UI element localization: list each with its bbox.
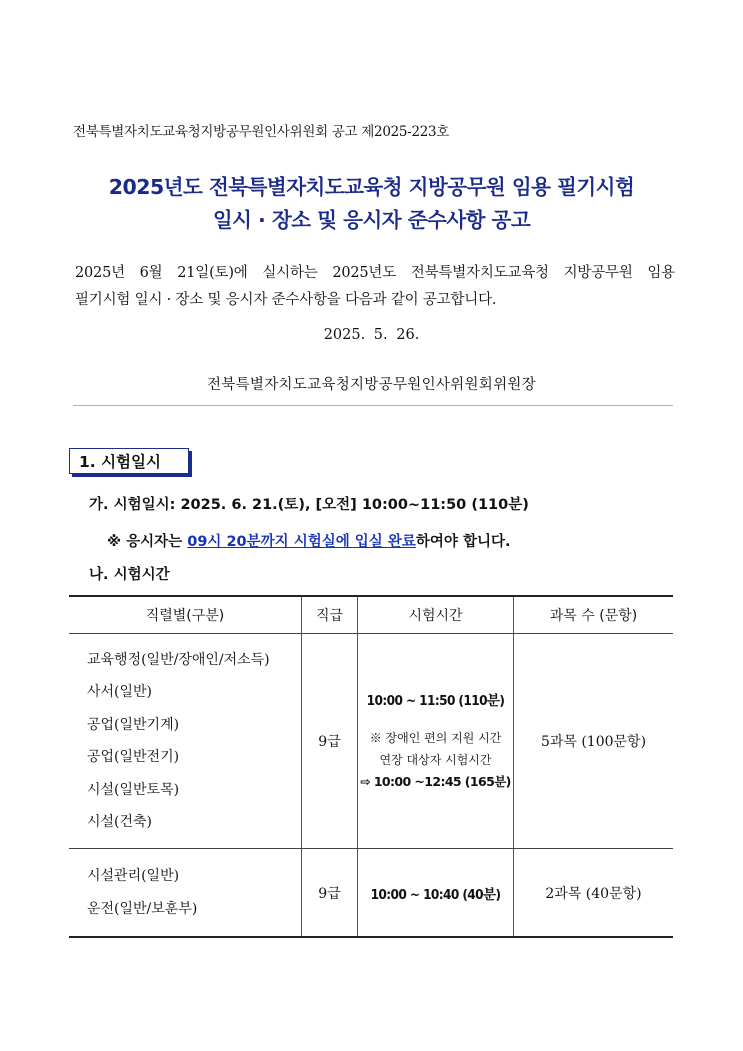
section-heading-exam-schedule: 1. 시험일시	[69, 448, 189, 474]
header-subjects: 과목 수 (문항)	[514, 596, 674, 634]
divider	[73, 405, 673, 406]
extension-note-line1: ※ 장애인 편의 지원 시간	[369, 731, 502, 745]
notice-date: 2025. 5. 26.	[323, 327, 420, 343]
grade-cell: 9급	[302, 634, 358, 849]
header-exam-time: 시험시간	[358, 596, 514, 634]
table-row	[69, 849, 673, 938]
page-title-line1: 2025년도 전북특별자치도교육청 지방공무원 임용 필기시험	[108, 175, 635, 199]
arrival-notice-highlight: 09시 20분까지 시험실에 입실 완료	[187, 534, 416, 550]
notice-number: 전북특별자치도교육청지방공무원인사위원회 공고 제2025-223호	[73, 124, 450, 140]
extended-time: ⇨ 10:00 ~12:45 (165분)	[360, 774, 511, 789]
intro-line1: 2025년 6월 21일(토)에 실시하는 2025년도 전북특별자치도교육청 지방공무원 임용	[75, 265, 675, 281]
arrival-notice-suffix: 하여야 합니다.	[415, 534, 511, 550]
exam-time: 10:00 ~ 10:40 (40분)	[370, 886, 501, 903]
category-item: 공업(일반기계)	[87, 716, 180, 733]
exam-duration-heading: 나. 시험시간	[89, 567, 170, 583]
category-cell	[69, 634, 302, 849]
exam-datetime: 가. 시험일시: 2025. 6. 21.(토), [오전] 10:00~11:50 (110분)	[89, 497, 529, 513]
subjects-cell: 2과목 (40문항)	[514, 849, 674, 938]
category-item: 사서(일반)	[87, 684, 153, 700]
category-item: 시설(건축)	[87, 814, 153, 830]
category-item: 시설관리(일반)	[87, 868, 180, 884]
arrival-notice	[107, 530, 510, 551]
extension-note	[358, 727, 513, 793]
category-item: 공업(일반전기)	[87, 749, 180, 765]
exam-time-cell	[358, 849, 514, 938]
subjects-cell: 5과목 (100문항)	[514, 634, 674, 849]
intro-line2: 필기시험 일시 · 장소 및 응시자 준수사항을 다음과 같이 공고합니다.	[75, 292, 497, 308]
category-item: 운전(일반/보훈부)	[87, 900, 198, 917]
extension-note-line2: 연장 대상자 시험시간	[379, 753, 492, 767]
category-item: 시설(일반토목)	[87, 781, 180, 798]
page-title-line2: 일시 · 장소 및 응시자 준수사항 공고	[212, 208, 531, 232]
exam-schedule-table	[69, 595, 673, 938]
table-header-row	[69, 596, 673, 634]
category-item: 교육행정(일반/장애인/저소득)	[87, 651, 270, 668]
issuer-name: 전북특별자치도교육청지방공무원인사위원회위원장	[206, 377, 537, 393]
arrival-notice-prefix: ※ 응시자는	[107, 534, 188, 550]
exam-time-cell	[358, 634, 514, 849]
header-grade: 직급	[302, 596, 358, 634]
category-cell	[69, 849, 302, 938]
exam-time: 10:00 ~ 11:50 (110분)	[366, 693, 505, 709]
grade-cell: 9급	[302, 849, 358, 938]
table-row	[69, 634, 673, 849]
header-category: 직렬별(구분)	[69, 596, 302, 634]
